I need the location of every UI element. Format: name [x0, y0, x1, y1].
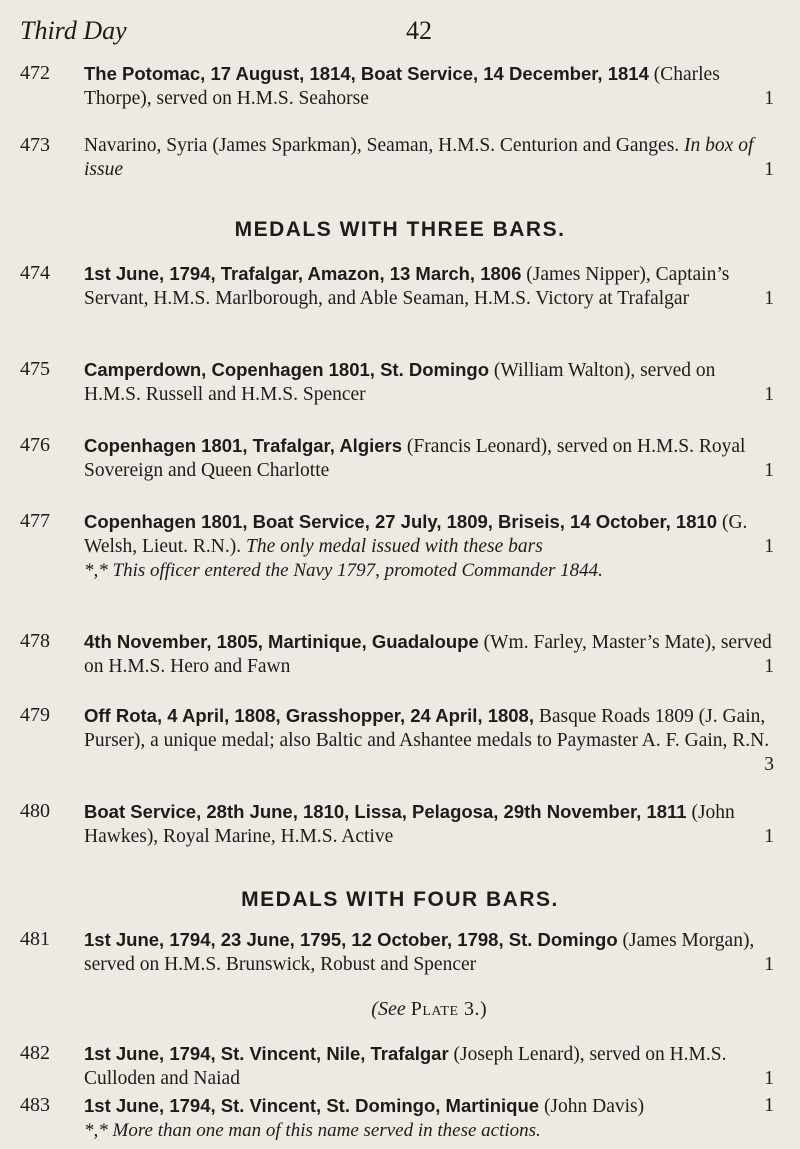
lot-text: (William Walton), served on H.M.S. Russell and H.M.S. Spencer [84, 360, 716, 405]
lot-text: (John Hawkes), Royal Marine, H.M.S. Active [84, 802, 735, 847]
lot-text: (James Nipper), Captain’s Servant, H.M.S. Marlborough, and Able Seaman, H.M.S. Victory at Trafalgar [84, 264, 730, 309]
lot-bars: Camperdown, Copenhagen 1801, St. Domingo [84, 359, 489, 380]
page-header [20, 16, 780, 56]
section-heading-four-bars: MEDALS WITH FOUR BARS. [241, 888, 559, 911]
lot-bars: Boat Service, 28th June, 1810, Lissa, Pelagosa, 29th November, 1811 [84, 801, 687, 822]
lot-text: Navarino, Syria (James Sparkman), Seaman, H.M.S. Centurion and Ganges. [84, 135, 680, 156]
lot-text: (Francis Leonard), served on H.M.S. Royal Sovereign and Queen Charlotte [84, 436, 746, 481]
plate-reference: (See Plate 3.) [371, 998, 487, 1020]
lot-bars: Copenhagen 1801, Trafalgar, Algiers [84, 435, 403, 456]
lot-italic-note: In box of issue [84, 135, 754, 180]
lot-number: 482 [20, 1042, 50, 1064]
lot-number: 481 [20, 928, 50, 950]
lot-number: 475 [20, 358, 50, 380]
lot-number: 473 [20, 134, 50, 156]
lot-quantity: 1 [764, 954, 774, 975]
lot-number: 478 [20, 630, 50, 652]
lot-description [84, 928, 774, 1021]
lot-bars: Copenhagen 1801, Boat Service, 27 July, 1809, Briseis, 14 October, 1810 [84, 511, 718, 532]
lot-footnote: *,* More than one man of this name served in these actions. [84, 1120, 541, 1141]
lot-text: (Joseph Lenard), served on H.M.S. Culloden and Naiad [84, 1044, 727, 1089]
lot-quantity: 1 [764, 536, 774, 557]
lot-number: 483 [20, 1094, 50, 1116]
lot-quantity: 1 [764, 656, 774, 677]
lot-text: (Charles Thorpe), served on H.M.S. Seahorse [84, 64, 720, 109]
lot-quantity: 1 [764, 384, 774, 405]
lot-description [84, 800, 774, 849]
lot-description [84, 630, 774, 679]
lot-number: 474 [20, 262, 50, 284]
lot-description [84, 510, 774, 583]
lot-number: 476 [20, 434, 50, 456]
lot-description [84, 262, 774, 311]
lot-description [84, 704, 774, 777]
lot-quantity: 1 [764, 159, 774, 180]
lot-description [84, 434, 774, 483]
lot-bars: 1st June, 1794, Trafalgar, Amazon, 13 March, 1806 [84, 263, 522, 284]
lot-text: (G. Welsh, Lieut. R.N.). [84, 512, 748, 557]
lot-footnote: *,* This officer entered the Navy 1797, promoted Commander 1844. [84, 560, 603, 581]
running-head-day: Third Day [20, 16, 127, 45]
lot-description [84, 134, 774, 182]
lot-number: 472 [20, 62, 50, 84]
lot-text: Basque Roads 1809 (J. Gain, Purser), a unique medal; also Baltic and Ashantee medals to Paymaster A. F. Gain, R.N. [84, 706, 770, 751]
lot-description [84, 358, 774, 407]
lot-bars: 1st June, 1794, St. Vincent, St. Domingo, Martinique [84, 1095, 540, 1116]
lot-bars: 4th November, 1805, Martinique, Guadaloupe [84, 631, 479, 652]
lot-quantity: 1 [764, 1068, 774, 1089]
lot-bars: Off Rota, 4 April, 1808, Grasshopper, 24 April, 1808, [84, 705, 534, 726]
lot-bars: 1st June, 1794, St. Vincent, Nile, Trafalgar [84, 1043, 449, 1064]
page-number: 42 [406, 16, 432, 45]
lot-text: (Wm. Farley, Master’s Mate), served on H.M.S. Hero and Fawn [84, 632, 772, 677]
section-heading-three-bars: MEDALS WITH THREE BARS. [234, 218, 566, 241]
lot-bars: 1st June, 1794, 23 June, 1795, 12 October, 1798, St. Domingo [84, 929, 618, 950]
lot-text: (James Morgan), served on H.M.S. Brunswick, Robust and Spencer [84, 930, 755, 975]
lot-quantity: 3 [764, 754, 774, 775]
lot-bars: The Potomac, 17 August, 1814, Boat Service, 14 December, 1814 [84, 63, 649, 84]
lot-quantity: 1 [764, 826, 774, 847]
lot-quantity: 1 [764, 1095, 774, 1116]
lot-quantity: 1 [764, 88, 774, 109]
lot-number: 480 [20, 800, 50, 822]
lot-quantity: 1 [764, 460, 774, 481]
lot-description [84, 62, 774, 111]
lot-number: 479 [20, 704, 50, 726]
lot-italic-note: The only medal issued with these bars [246, 536, 543, 557]
lot-number: 477 [20, 510, 50, 532]
lot-description [84, 1094, 774, 1143]
lot-quantity: 1 [764, 288, 774, 309]
lot-description [84, 1042, 774, 1091]
lot-text: (John Davis) [543, 1096, 645, 1117]
